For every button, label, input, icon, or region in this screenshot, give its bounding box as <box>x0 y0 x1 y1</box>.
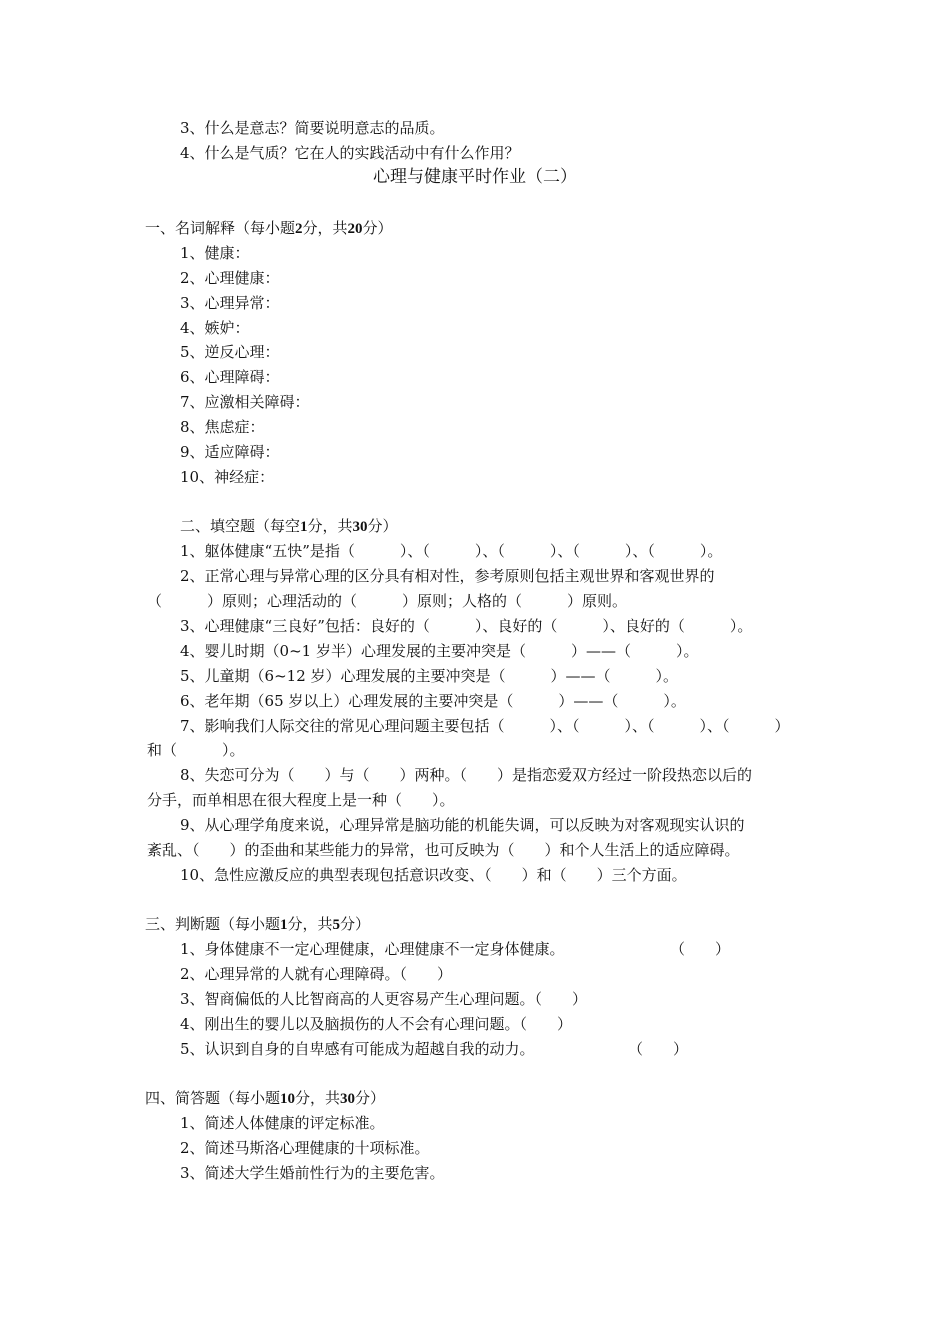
list-item: 5、逆反心理： <box>180 343 280 361</box>
list-item: 3、心理异常： <box>180 294 280 312</box>
list-item: 6、心理障碍： <box>180 368 280 386</box>
fill-question-7-line2: 和（ ）。 <box>147 741 245 759</box>
section3-heading: 三、判断题（每小题1分，共5分） <box>145 915 371 933</box>
judge-question-1: 1、身体健康不一定心理健康，心理健康不一定身体健康。 <box>180 940 565 958</box>
section2-heading: 二、填空题（每空1分，共30分） <box>180 517 398 535</box>
fill-question-8-line2: 分手，而单相思在很大程度上是一种（ ）。 <box>147 791 455 809</box>
prev-question-4: 4、什么是气质？它在人的实践活动中有什么作用？ <box>180 144 520 162</box>
list-item: 8、焦虑症： <box>180 418 265 436</box>
list-item: 7、应激相关障碍： <box>180 393 310 411</box>
fill-question-9-line2: 紊乱、（ ）的歪曲和某些能力的异常，也可反映为（ ）和个人生活上的适应障碍。 <box>147 841 740 859</box>
list-item: 1、健康： <box>180 244 250 262</box>
fill-question-1: 1、躯体健康“五快”是指（ ）、（ ）、（ ）、（ ）、（ ）。 <box>180 542 723 560</box>
judge-question-5: 5、认识到自身的自卑感有可能成为超越自我的动力。 <box>180 1040 535 1058</box>
judge-question-2: 2、心理异常的人就有心理障碍。（ ） <box>180 965 453 983</box>
section4-heading: 四、简答题（每小题10分，共30分） <box>145 1089 386 1107</box>
judge-question-3: 3、智商偏低的人比智商高的人更容易产生心理问题。（ ） <box>180 990 588 1008</box>
fill-question-3: 3、心理健康“三良好”包括：良好的（ ）、良好的（ ）、良好的（ ）。 <box>180 617 753 635</box>
fill-question-9-line1: 9、从心理学角度来说，心理异常是脑功能的机能失调，可以反映为对客观现实认识的 <box>180 816 745 834</box>
fill-question-10: 10、急性应激反应的典型表现包括意识改变、（ ）和（ ）三个方面。 <box>180 866 687 884</box>
judge-question-1-mark: （ ） <box>670 940 731 958</box>
fill-question-7-line1: 7、影响我们人际交往的常见心理问题主要包括（ ）、（ ）、（ ）、（ ） <box>180 717 790 735</box>
judge-question-5-mark: （ ） <box>628 1040 689 1058</box>
list-item: 2、简述马斯洛心理健康的十项标准。 <box>180 1139 430 1157</box>
list-item: 3、简述大学生婚前性行为的主要危害。 <box>180 1164 445 1182</box>
fill-question-2-line1: 2、正常心理与异常心理的区分具有相对性，参考原则包括主观世界和客观世界的 <box>180 567 715 585</box>
fill-question-4: 4、婴儿时期（0~1 岁半）心理发展的主要冲突是（ ）——（ ）。 <box>180 642 699 660</box>
list-item: 1、简述人体健康的评定标准。 <box>180 1114 385 1132</box>
section1-heading: 一、名词解释（每小题2分，共20分） <box>145 219 393 237</box>
page-title: 心理与健康平时作业（二） <box>373 167 577 187</box>
judge-question-4: 4、刚出生的婴儿以及脑损伤的人不会有心理问题。（ ） <box>180 1015 573 1033</box>
prev-question-3: 3、什么是意志？简要说明意志的品质。 <box>180 119 445 137</box>
list-item: 4、嫉妒： <box>180 319 250 337</box>
fill-question-6: 6、老年期（65 岁以上）心理发展的主要冲突是（ ）——（ ）。 <box>180 692 686 710</box>
list-item: 2、心理健康： <box>180 269 280 287</box>
list-item: 10、神经症： <box>180 468 275 486</box>
fill-question-8-line1: 8、失恋可分为（ ）与（ ）两种。（ ）是指恋爱双方经过一阶段热恋以后的 <box>180 766 753 784</box>
fill-question-5: 5、儿童期（6~12 岁）心理发展的主要冲突是（ ）——（ ）。 <box>180 667 679 685</box>
fill-question-2-line2: （ ）原则；心理活动的（ ）原则；人格的（ ）原则。 <box>147 592 628 610</box>
list-item: 9、适应障碍： <box>180 443 280 461</box>
